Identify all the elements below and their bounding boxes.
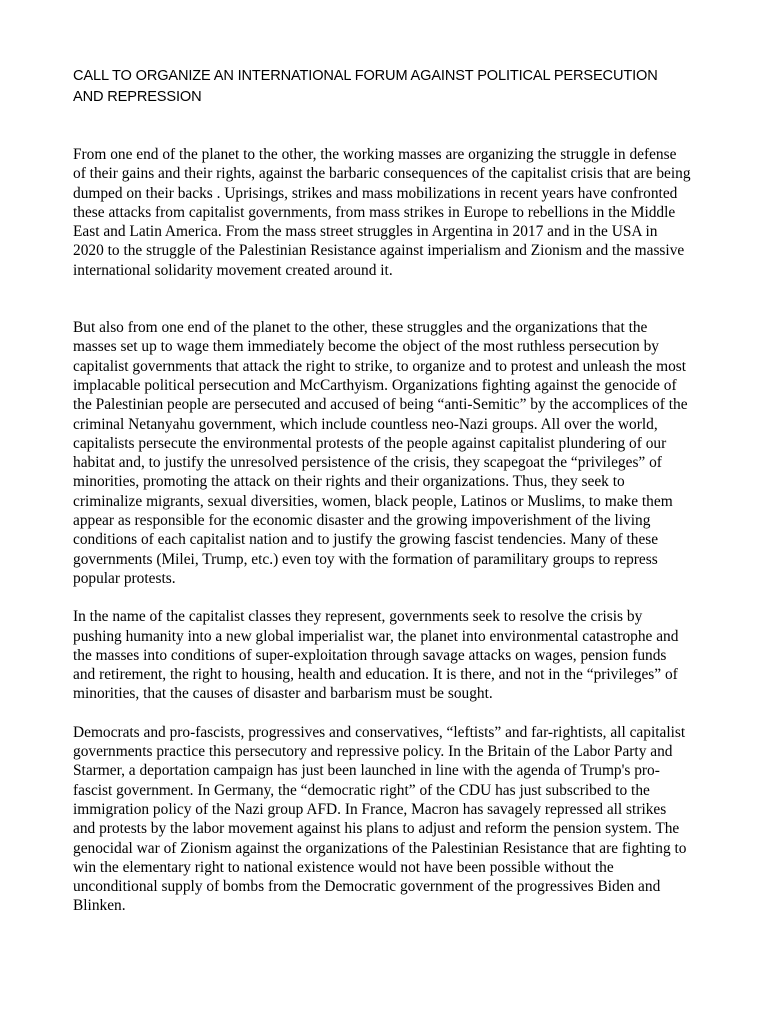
paragraph-line: pushing humanity into a new global imperialist war, the planet into environmental catastrophe and (73, 627, 679, 645)
paragraph-line: conditions of each capitalist nation and to justify the growing fascist tendencies. Many of these (73, 531, 659, 549)
paragraph-line: win the elementary right to national existence would not have been possible without the (73, 858, 614, 876)
paragraph-line: criminalize migrants, sexual diversities, women, black people, Latinos or Muslims, to make them (73, 492, 673, 510)
paragraph-line: immigration policy of the Nazi group AFD. In France, Macron has savagely repressed all strikes (73, 800, 667, 818)
paragraph-line: masses set up to wage them immediately become the object of the most ruthless persecution by (73, 338, 659, 356)
paragraph-governments (73, 723, 697, 916)
paragraph-line: and retirement, the right to housing, health and education. It is there, and not in the “privileges” of (73, 666, 678, 684)
paragraph-line: popular protests. (73, 569, 176, 587)
paragraph-line: genocidal war of Zionism against the organizations of the Palestinian Resistance that are fighting to (73, 839, 687, 857)
paragraph-persecution (73, 318, 697, 588)
paragraph-line: unconditional supply of bombs from the Democratic government of the progressives Biden and (73, 878, 661, 896)
paragraph-line: these attacks from capitalist governments, from mass strikes in Europe to rebellions in the Middle (73, 203, 676, 221)
paragraph-line: East and Latin America. From the mass street struggles in Argentina in 2017 and in the USA in (73, 223, 658, 241)
paragraph-line: minorities, promoting the attack on their rights and their organizations. Thus, they seek to (73, 473, 625, 491)
paragraph-line: the Palestinian people are persecuted and accused of being “anti-Semitic” by the accomplices of the (73, 396, 688, 414)
paragraph-intro (73, 145, 697, 280)
paragraph-line: governments practice this persecutory and repressive policy. In the Britain of the Labor Party and (73, 743, 673, 761)
paragraph-line: In the name of the capitalist classes they represent, governments seek to resolve the crisis by (73, 608, 643, 626)
paragraph-line: international solidarity movement created around it. (73, 261, 393, 279)
paragraph-line: 2020 to the struggle of the Palestinian Resistance against imperialism and Zionism and the massive (73, 242, 685, 260)
document-title (73, 66, 697, 107)
paragraph-line: governments (Milei, Trump, etc.) even toy with the formation of paramilitary groups to repress (73, 550, 658, 568)
paragraph-line: But also from one end of the planet to the other, these struggles and the organizations that the (73, 319, 648, 337)
paragraph-line: Starmer, a deportation campaign has just been launched in line with the agenda of Trump's pro- (73, 762, 660, 780)
paragraph-line: capitalist governments that attack the right to strike, to organize and to protest and unleash the most (73, 357, 687, 375)
paragraph-line: habitat and, to justify the unresolved persistence of the crisis, they scapegoat the “privileges” of (73, 454, 662, 472)
paragraph-line: minorities, that the causes of disaster and barbarism must be sought. (73, 685, 493, 703)
document-page (73, 66, 697, 916)
paragraph-line: Democrats and pro-fascists, progressives and conservatives, “leftists” and far-rightists, all capitalist (73, 723, 686, 741)
paragraph-line: implacable political persecution and McCarthyism. Organizations fighting against the genocide of (73, 376, 677, 394)
paragraph-line: criminal Netanyahu government, which include countless neo-Nazi groups. All over the world, (73, 415, 658, 433)
paragraph-line: and protests by the labor movement against his plans to adjust and reform the pension system. The (73, 820, 680, 838)
paragraph-capitalist-classes (73, 607, 697, 703)
paragraph-line: Blinken. (73, 897, 126, 915)
paragraph-line: of their gains and their rights, against the barbaric consequences of the capitalist crisis that are being (73, 165, 691, 183)
paragraph-line: appear as responsible for the economic disaster and the growing impoverishment of the living (73, 512, 651, 530)
title-line: AND REPRESSION (73, 88, 202, 105)
paragraph-line: dumped on their backs . Uprisings, strikes and mass mobilizations in recent years have confronted (73, 184, 678, 202)
paragraph-line: fascist government. In Germany, the “democratic right” of the CDU has just subscribed to the (73, 781, 650, 799)
title-line: CALL TO ORGANIZE AN INTERNATIONAL FORUM AGAINST POLITICAL PERSECUTION (73, 68, 658, 84)
paragraph-line: From one end of the planet to the other, the working masses are organizing the struggle in defense (73, 146, 677, 163)
paragraph-line: capitalists persecute the environmental protests of the people against capitalist plundering of our (73, 434, 667, 452)
paragraph-line: the masses into conditions of super-exploitation through savage attacks on wages, pension funds (73, 646, 667, 664)
